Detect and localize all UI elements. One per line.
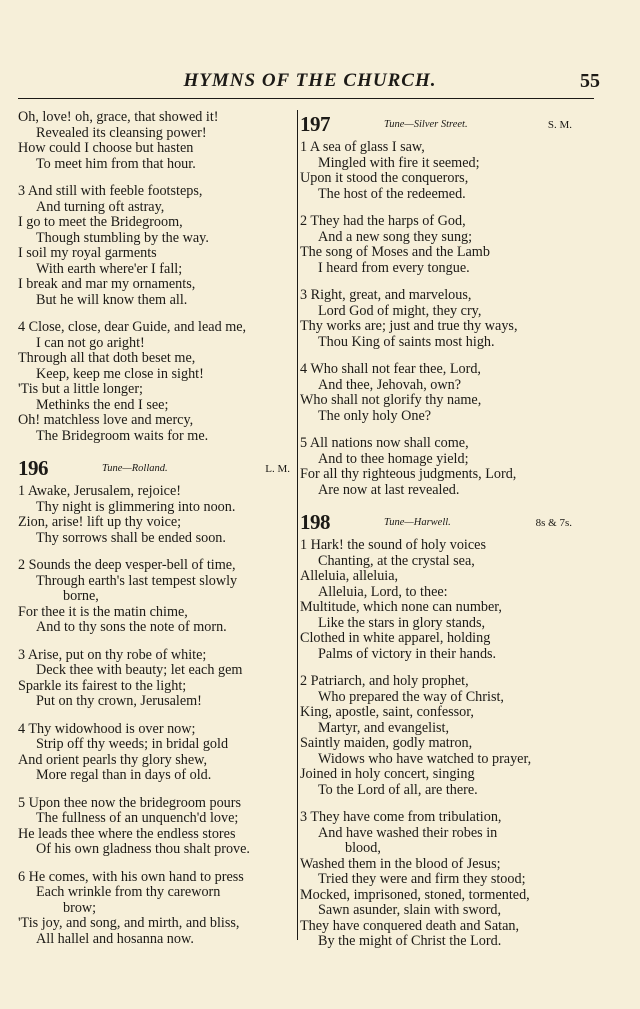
verse-line: Deck thee with beauty; let each gem [36,662,243,678]
verse-line: Are now at last revealed. [318,481,460,498]
header-rule [18,98,594,99]
verse-line: Of his own gladness thou shalt prove. [36,841,250,857]
verse-line: With earth where'er I fall; [36,260,183,277]
stanza [18,648,294,710]
verse-line: 6 He comes, with his own hand to press [18,868,244,885]
meter: L. M. [265,463,290,475]
verse-line: Saintly maiden, godly matron, [300,735,473,751]
verse-line: For thee it is the matin chime, [18,603,188,620]
verse-line: Revealed its cleansing power! [36,124,207,141]
verse-line: Martyr, and evangelist, [318,719,450,736]
verse-line: 'Tis joy, and song, and mirth, and bliss, [18,915,240,931]
verse-line: 1 Awake, Jerusalem, rejoice! [18,483,181,499]
verse-line: 3 And still with feeble footsteps, [18,183,203,199]
stanza [300,362,576,424]
verse-line: I can not go aright! [36,334,145,351]
verse-line: Tried they were and firm they stood; [318,871,526,887]
hymn-198-heading [300,510,576,534]
verse-line: For all thy righteous judgments, Lord, [300,466,517,482]
verse-line: To the Lord of all, are there. [318,781,478,798]
verse-line: Thy sorrows shall be ended soon. [36,529,226,546]
verse-line: 5 Upon thee now the bridegroom pours [18,794,242,811]
verse-line: Joined in holy concert, singing [300,766,475,782]
verse-line: And to thy sons the note of morn. [36,619,227,635]
verse-line: Chanting, at the crystal sea, [318,552,475,569]
stanza [18,320,294,444]
verse-line: Mingled with fire it seemed; [318,154,480,171]
verse-line: 1 A sea of glass I saw, [300,139,425,155]
verse-line: Through earth's last tempest slowly [36,572,238,589]
verse-line: brow; [63,899,97,916]
stanza [18,184,294,308]
page-header [20,70,600,94]
verse-line: I break and mar my ornaments, [18,276,196,292]
verse-line: 3 They have come from tribulation, [300,809,502,825]
verse-line: Who prepared the way of Christ, [318,688,504,705]
verse-line: 1 Hark! the sound of holy voices [300,537,486,553]
verse-line: Thou King of saints most high. [318,333,495,350]
verse-line: 2 Patriarch, and holy prophet, [300,673,469,689]
verse-line: Who shall not glorify thy name, [300,392,482,408]
column-divider [297,110,298,940]
hymn-number: 196 [18,456,48,480]
hymn-continuation [18,110,294,444]
verse-line: But he will know them all. [36,291,188,308]
verse-line: borne, [63,588,99,604]
tune-name: Tune—Harwell. [384,517,451,528]
left-column [18,110,294,959]
hymn-number: 198 [300,510,330,534]
verse-line: Widows who have watched to prayer, [318,750,532,767]
stanza [300,140,576,202]
verse-line: 4 Thy widowhood is over now; [18,720,196,737]
verse-line: To meet him from that hour. [36,155,196,172]
verse-line: Though stumbling by the way. [36,229,209,246]
verse-line: And orient pearls thy glory shew, [18,751,207,768]
verse-line: And thee, Jehovah, own? [318,376,462,393]
verse-line: By the might of Christ the Lord. [318,933,502,949]
verse-line: The host of the redeemed. [318,185,466,202]
verse-line: Palms of victory in their hands. [318,645,497,662]
verse-line: blood, [345,840,381,856]
verse-line: Through all that doth beset me, [18,350,196,366]
verse-line: Alleluia, alleluia, [300,568,399,584]
verse-line: Methinks the end I see; [36,396,169,413]
verse-line: 5 All nations now shall come, [300,435,469,451]
verse-line: Mocked, imprisoned, stoned, tormented, [300,886,530,903]
tune-name: Tune—Silver Street. [384,119,468,130]
stanza [300,538,576,662]
hymn-number: 197 [300,112,330,136]
verse-line: 2 They had the harps of God, [300,213,466,229]
verse-line: I heard from every tongue. [318,259,470,276]
stanza [300,674,576,798]
verse-line: Thy night is glimmering into noon. [36,498,236,515]
hymn-198-text [300,538,576,950]
verse-line: Each wrinkle from thy careworn [36,884,221,900]
stanza [18,870,294,948]
stanza [18,722,294,784]
verse-line: Washed them in the blood of Jesus; [300,855,501,872]
hymn-196-text [18,484,294,947]
verse-line: Oh, love! oh, grace, that showed it! [18,109,219,125]
hymn-197-text [300,140,576,498]
verse-line: Upon it stood the conquerors, [300,170,469,186]
verse-line: 2 Sounds the deep vesper-bell of time, [18,557,236,573]
verse-line: Thy works are; just and true thy ways, [300,318,518,334]
verse-line: 4 Close, close, dear Guide, and lead me, [18,319,247,335]
page-number: 55 [580,70,600,92]
verse-line: How could I choose but hasten [18,140,194,156]
verse-line: 3 Arise, put on thy robe of white; [18,646,207,663]
stanza [300,214,576,276]
verse-line: 3 Right, great, and marvelous, [300,287,472,303]
verse-line: Lord God of might, they cry, [318,302,482,319]
verse-line: The only holy One? [318,407,432,424]
verse-line: Sawn asunder, slain with sword, [318,902,502,918]
verse-line: Sparkle its fairest to the light; [18,677,187,694]
verse-line: Keep, keep me close in sight! [36,365,204,382]
verse-line: They have conquered death and Satan, [300,917,520,934]
verse-line: The Bridegroom waits for me. [36,427,209,444]
meter: S. M. [547,119,572,131]
verse-line: I go to meet the Bridegroom, [18,214,183,230]
stanza [300,436,576,498]
meter: 8s & 7s. [535,517,572,529]
hymn-196-heading [18,456,294,480]
hymn-197-heading [300,112,576,136]
verse-line: Multitude, which none can number, [300,599,502,615]
stanza [300,288,576,350]
verse-line: He leads thee where the endless stores [18,825,236,842]
verse-line: And have washed their robes in [318,824,498,841]
stanza [18,110,294,172]
stanza [18,558,294,636]
verse-line: And turning oft astray, [36,198,165,215]
verse-line: All hallel and hosanna now. [36,930,194,947]
verse-line: More regal than in days of old. [36,767,212,783]
verse-line: I soil my royal garments [18,245,157,261]
verse-line: The fullness of an unquench'd love; [36,810,239,826]
verse-line: The song of Moses and the Lamb [300,244,490,260]
tune-name: Tune—Rolland. [102,463,168,474]
verse-line: Clothed in white apparel, holding [300,630,491,646]
stanza [18,796,294,858]
verse-line: Strip off thy weeds; in bridal gold [36,736,229,752]
verse-line: Alleluia, Lord, to thee: [318,583,448,600]
right-column [300,110,576,962]
verse-line: Oh! matchless love and mercy, [18,412,194,428]
verse-line: 'Tis but a little longer; [18,381,143,397]
stanza [18,484,294,546]
verse-line: Like the stars in glory stands, [318,614,486,631]
verse-line: King, apostle, saint, confessor, [300,704,474,720]
verse-line: And to thee homage yield; [318,450,469,467]
verse-line: Zion, arise! lift up thy voice; [18,514,182,530]
running-title: HYMNS OF THE CHURCH. [183,70,437,91]
verse-line: 4 Who shall not fear thee, Lord, [300,361,481,377]
verse-line: And a new song they sung; [318,228,473,245]
stanza [300,810,576,950]
verse-line: Put on thy crown, Jerusalem! [36,693,202,709]
